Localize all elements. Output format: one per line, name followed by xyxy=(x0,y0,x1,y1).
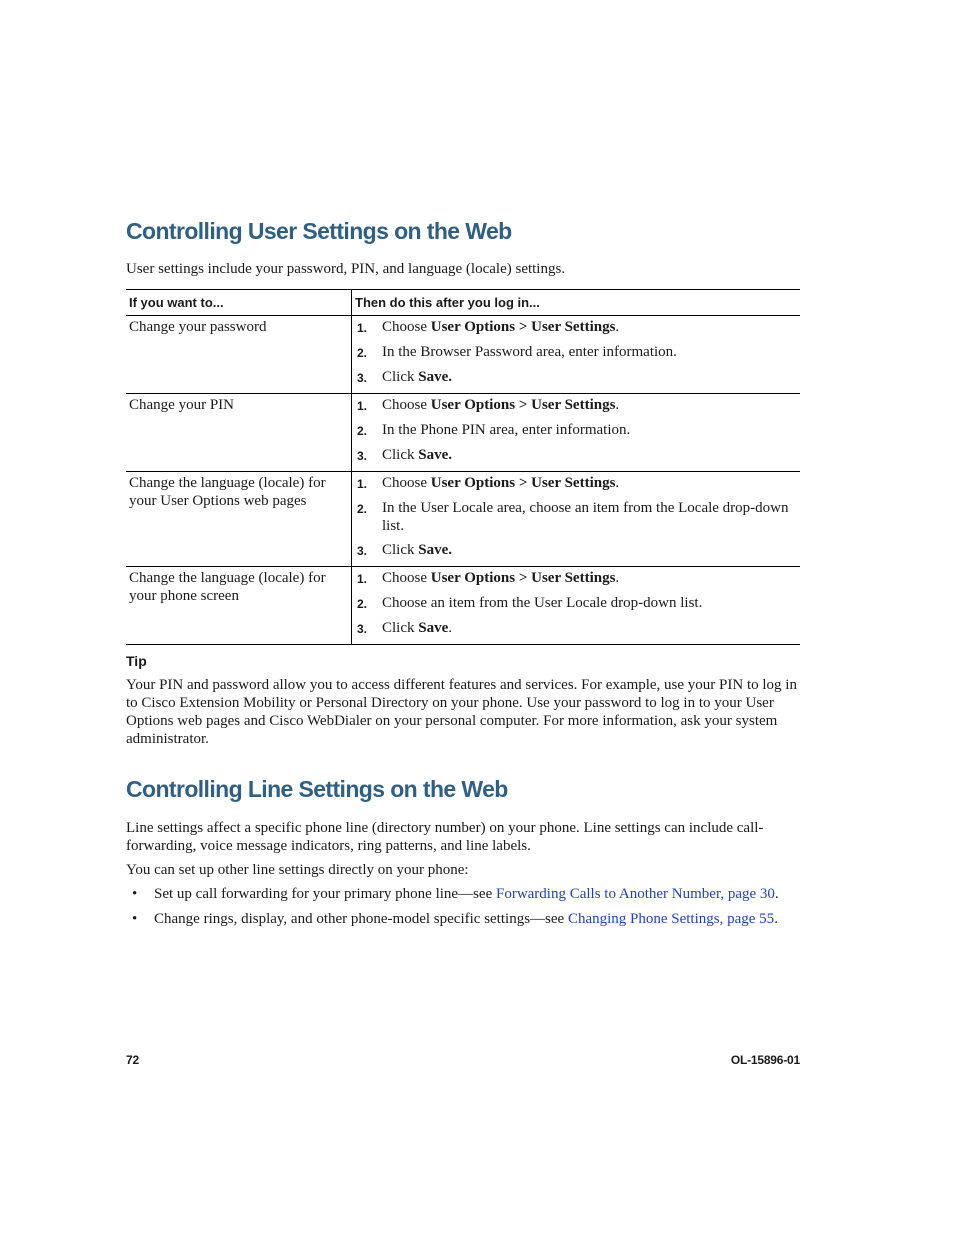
step-text-plain: Choose xyxy=(382,319,431,335)
column-header-task: If you want to... xyxy=(126,290,352,316)
cross-reference-link[interactable]: Forwarding Calls to Another Number, page 30 xyxy=(495,886,775,902)
steps-cell xyxy=(352,472,801,567)
step-item xyxy=(357,446,797,465)
section-heading-line-settings: Controlling Line Settings on the Web xyxy=(126,776,508,802)
step-list xyxy=(357,474,797,560)
list-item xyxy=(126,885,800,903)
bullet-suffix: . xyxy=(774,886,779,902)
step-text xyxy=(382,619,452,638)
step-item xyxy=(357,594,797,613)
bullet-icon: • xyxy=(132,911,138,927)
step-item xyxy=(357,569,797,588)
step-text-bold: User Options > User Settings xyxy=(430,397,616,413)
table-header-row xyxy=(126,290,800,316)
step-text-plain: Choose xyxy=(382,475,431,491)
step-item xyxy=(357,368,797,387)
step-list xyxy=(357,396,797,465)
step-number: 2. xyxy=(357,502,368,516)
step-list xyxy=(357,318,797,387)
document-number: OL-15896-01 xyxy=(730,1053,800,1067)
steps-cell xyxy=(352,567,801,645)
bullet-icon: • xyxy=(132,886,138,902)
bullet-suffix: . xyxy=(774,911,778,927)
task-cell: Change the language (locale) for your phone screen xyxy=(126,567,352,645)
table-row xyxy=(126,394,800,472)
step-text-suffix: . xyxy=(448,620,452,636)
step-item xyxy=(357,318,797,337)
step-text-bold: Save. xyxy=(418,542,452,558)
task-cell: Change your PIN xyxy=(126,394,352,472)
task-cell: Change your password xyxy=(126,316,352,394)
tip-label: Tip xyxy=(126,653,147,669)
bullet-text: Change rings, display, and other phone-model specific settings—see xyxy=(154,911,568,927)
step-item xyxy=(357,541,797,560)
step-number: 1. xyxy=(357,399,368,413)
step-text-plain: Choose an item from the User Locale drop-down list. xyxy=(382,595,703,611)
table-row xyxy=(126,472,800,567)
step-number: 3. xyxy=(357,544,368,558)
table-row xyxy=(126,316,800,394)
step-item xyxy=(357,619,797,638)
step-text xyxy=(382,569,619,588)
line-settings-intro: You can set up other line settings directly on your phone: xyxy=(126,862,469,878)
step-text-plain: Choose xyxy=(382,570,431,586)
page-number: 72 xyxy=(126,1053,139,1067)
steps-cell xyxy=(352,394,801,472)
step-text-plain: Click xyxy=(382,620,419,636)
line-settings-bullet-list xyxy=(126,885,800,935)
task-cell: Change the language (locale) for your User Options web pages xyxy=(126,472,352,567)
table-row xyxy=(126,567,800,645)
bullet-text: Set up call forwarding for your primary phone line—see xyxy=(154,886,496,902)
step-number: 3. xyxy=(357,371,368,385)
cross-reference-link[interactable]: Changing Phone Settings, page 55 xyxy=(567,911,775,927)
step-text-bold: Save. xyxy=(418,447,452,463)
step-text-suffix: . xyxy=(615,570,620,586)
step-text-plain: Click xyxy=(382,447,419,463)
step-number: 3. xyxy=(357,622,368,636)
step-text xyxy=(382,594,702,613)
step-text xyxy=(382,499,797,535)
step-number: 2. xyxy=(357,346,368,360)
step-text-bold: Save xyxy=(418,620,449,636)
step-text-bold: Save. xyxy=(418,369,452,385)
step-text-suffix: . xyxy=(615,319,620,335)
step-text xyxy=(382,343,677,362)
step-text xyxy=(382,541,452,560)
step-number: 1. xyxy=(357,477,368,491)
step-text-bold: User Options > User Settings xyxy=(430,319,616,335)
user-settings-table xyxy=(126,289,800,645)
steps-cell xyxy=(352,316,801,394)
step-number: 1. xyxy=(357,572,368,586)
step-number: 2. xyxy=(357,424,368,438)
step-text xyxy=(382,396,619,415)
step-text-plain: Choose xyxy=(382,397,431,413)
step-text-plain: In the User Locale area, choose an item from the Locale drop-down list. xyxy=(382,500,789,534)
step-text-plain: Click xyxy=(382,542,419,558)
list-item xyxy=(126,910,800,928)
step-number: 3. xyxy=(357,449,368,463)
column-header-steps: Then do this after you log in... xyxy=(352,290,801,316)
tip-paragraph: Your PIN and password allow you to access different features and services. For example, use your PIN to log in to Cisco Extension Mobility or Personal Directory on your phone. Use your password to log in to your User Options web pages and Cisco WebDialer on your personal computer. For more information, ask your system administrator. xyxy=(126,677,797,747)
step-text xyxy=(382,421,630,440)
step-number: 1. xyxy=(357,321,368,335)
intro-paragraph: User settings include your password, PIN, and language (locale) settings. xyxy=(126,261,566,277)
step-text-bold: User Options > User Settings xyxy=(430,570,616,586)
step-item xyxy=(357,499,797,535)
step-list xyxy=(357,569,797,638)
table-body xyxy=(126,316,800,645)
step-item xyxy=(357,474,797,493)
step-text-suffix: . xyxy=(615,475,620,491)
step-text-plain: In the Browser Password area, enter information. xyxy=(382,344,677,360)
step-item xyxy=(357,396,797,415)
step-text-plain: In the Phone PIN area, enter information. xyxy=(382,422,631,438)
step-text xyxy=(382,318,619,337)
step-text xyxy=(382,368,452,387)
step-number: 2. xyxy=(357,597,368,611)
step-text xyxy=(382,446,452,465)
section-heading-user-settings: Controlling User Settings on the Web xyxy=(126,218,512,244)
step-text-plain: Click xyxy=(382,369,419,385)
step-item xyxy=(357,421,797,440)
step-text-suffix: . xyxy=(615,397,620,413)
step-text-bold: User Options > User Settings xyxy=(430,475,616,491)
step-text xyxy=(382,474,619,493)
line-settings-paragraph: Line settings affect a specific phone line (directory number) on your phone. Line settings can include call-forwarding, voice message indicators, ring patterns, and line labels. xyxy=(126,820,764,854)
step-item xyxy=(357,343,797,362)
